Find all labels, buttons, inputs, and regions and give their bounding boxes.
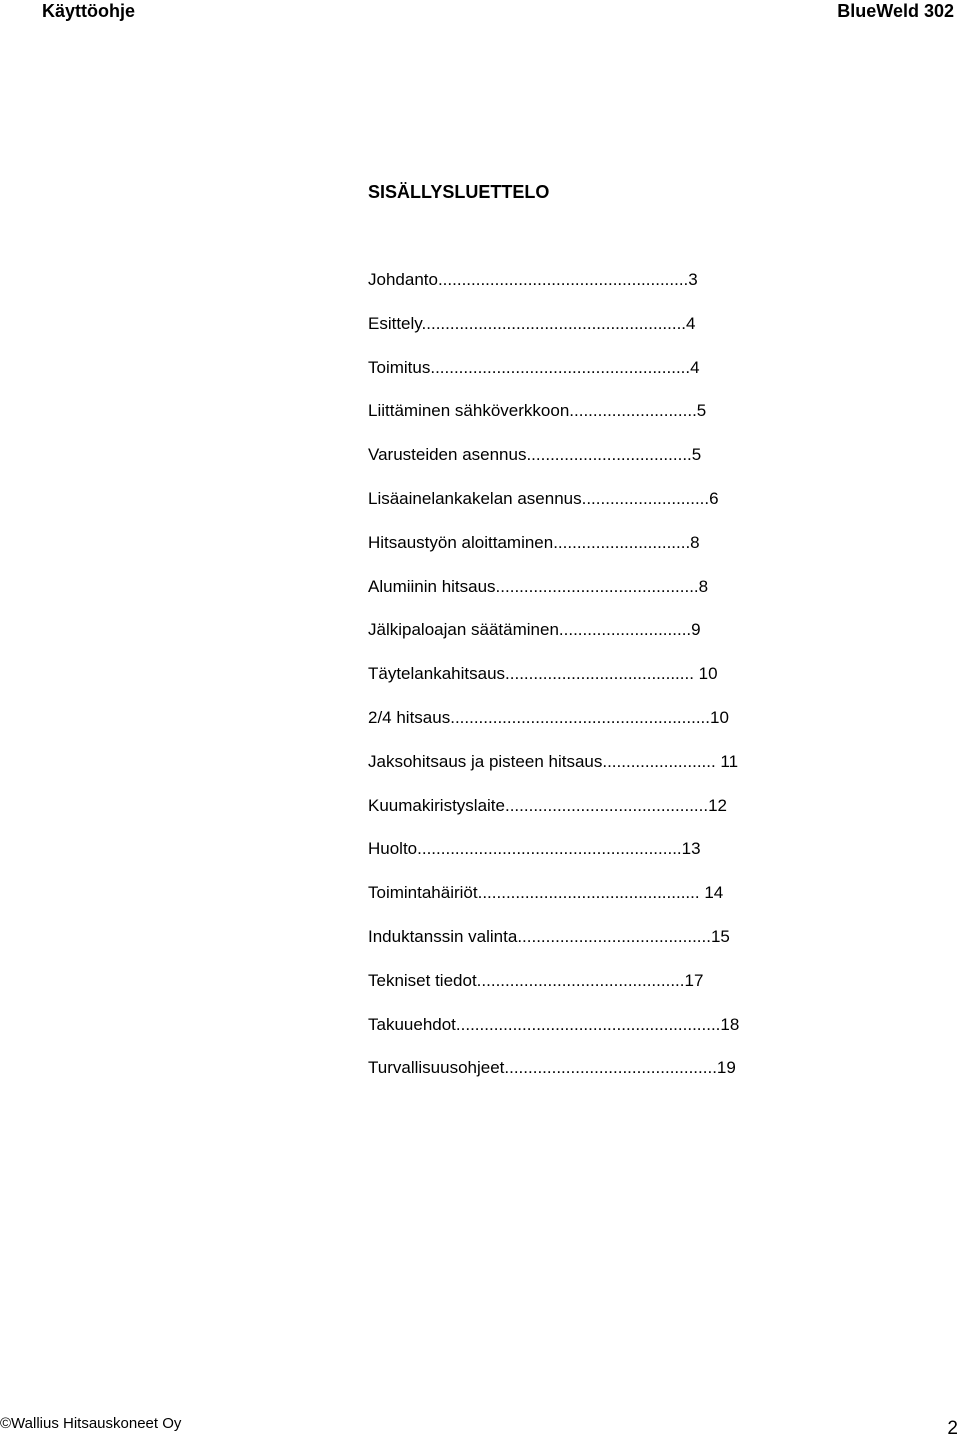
toc-item[interactable]: Jaksohitsaus ja pisteen hitsaus........................ 11 — [368, 751, 739, 771]
toc-list — [368, 269, 739, 1101]
toc-title: SISÄLLYSLUETTELO — [368, 182, 550, 202]
toc-item[interactable]: Alumiinin hitsaus...........................................8 — [368, 576, 709, 596]
toc-item[interactable]: Lisäainelankakelan asennus...........................6 — [368, 488, 719, 508]
page-number: 2 — [947, 1418, 958, 1439]
toc-item[interactable]: Toimintahäiriöt............................................... 14 — [368, 883, 724, 903]
toc-item[interactable]: Jälkipaloajan säätäminen............................9 — [368, 620, 701, 640]
toc-item[interactable]: 2/4 hitsaus.......................................................10 — [368, 707, 729, 727]
header-product-name: BlueWeld 302 — [837, 1, 954, 21]
toc-item[interactable]: Kuumakiristyslaite...........................................12 — [368, 795, 727, 815]
toc-item[interactable]: Induktanssin valinta.........................................15 — [368, 926, 730, 946]
footer-copyright: ©Wallius Hitsauskoneet Oy — [0, 1415, 182, 1432]
toc-item[interactable]: Hitsaustyön aloittaminen.............................8 — [368, 532, 700, 552]
toc-item[interactable]: Esittely........................................................4 — [368, 313, 696, 333]
toc-item[interactable]: Takuuehdot........................................................18 — [368, 1014, 740, 1034]
toc-item[interactable]: Turvallisuusohjeet.............................................19 — [368, 1058, 736, 1078]
header-document-type: Käyttöohje — [42, 1, 136, 21]
toc-item[interactable]: Toimitus.......................................................4 — [368, 357, 700, 377]
toc-item[interactable]: Liittäminen sähköverkkoon...........................5 — [368, 401, 707, 421]
toc-item[interactable]: Tekniset tiedot............................................17 — [368, 970, 704, 990]
toc-item[interactable]: Huolto........................................................13 — [368, 839, 701, 859]
toc-item[interactable]: Johdanto.....................................................3 — [368, 270, 698, 289]
toc-item[interactable]: Varusteiden asennus...................................5 — [368, 445, 702, 465]
toc-item[interactable]: Täytelankahitsaus........................................ 10 — [368, 664, 718, 684]
